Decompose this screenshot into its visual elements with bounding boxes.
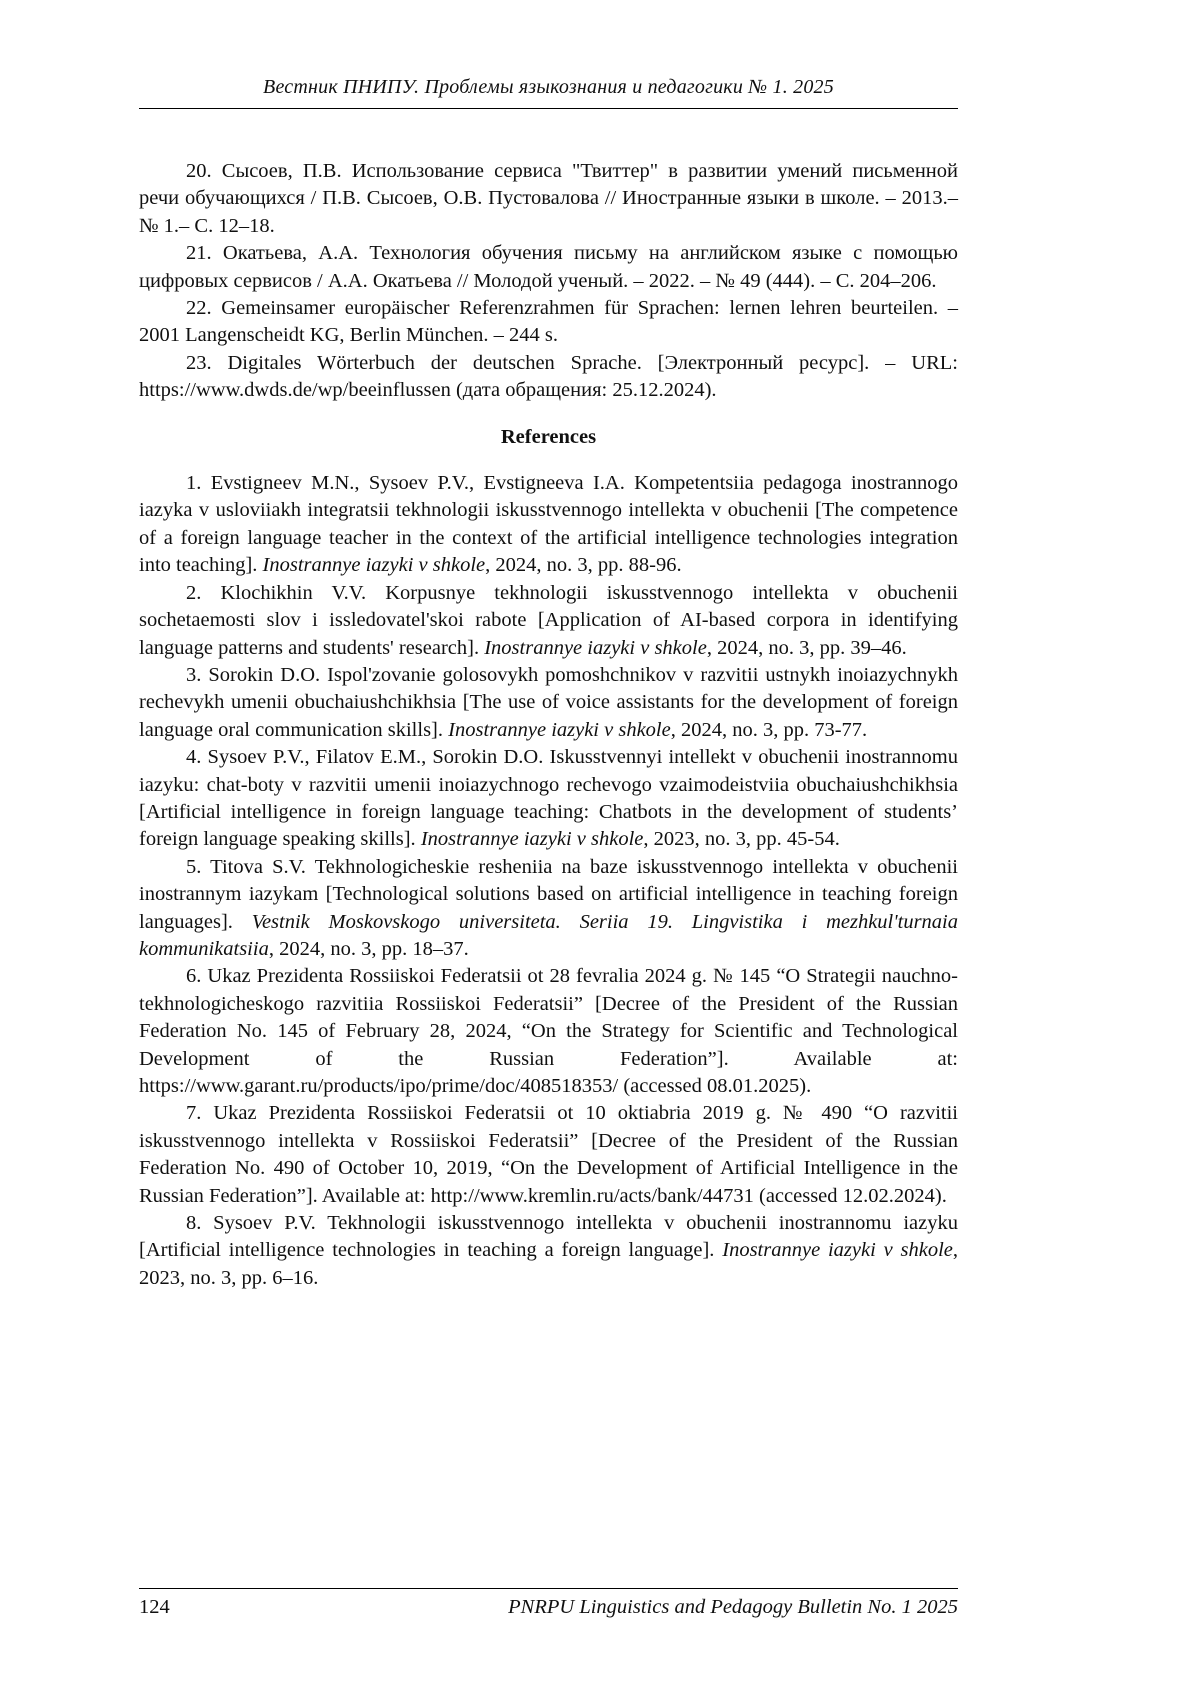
footer-rule xyxy=(139,1588,958,1589)
footer-running-title: PNRPU Linguistics and Pedagogy Bulletin No. 1 2025 xyxy=(508,1596,958,1618)
bibliography-item: 22. Gemeinsamer europäischer Referenzrahmen für Sprachen: lernen lehren beurteilen. – 2001 Langenscheidt KG, Berlin München. – 244 s. xyxy=(139,297,958,347)
reference-text: 7. Ukaz Prezidenta Rossiiskoi Federatsii ot 10 oktiabria 2019 g. № 490 “O razvitii iskusstvennogo intellekta v Rossiiskoi Federatsii” [Decree of the President of the Russian Federation No. 490 of October 10, 2019, “On the Development of Artificial Intelligence in the Russian Federation”]. Available at: http://www.kremlin.ru/acts/bank/44731 (accessed 12.02.2024). xyxy=(139,1102,958,1207)
reference-journal: Inostrannye iazyki v shkole xyxy=(722,1239,953,1262)
reference-journal: Inostrannye iazyki v shkole xyxy=(262,554,486,577)
reference-text: 8. Sysoev P.V. Tekhnologii iskusstvennogo intellekta v obuchenii inostrannomu iazyku [Artificial intelligence technologies in teaching a foreign language]. xyxy=(139,1212,958,1262)
reference-pages: , 2024, no. 3, pp. 18–37. xyxy=(268,937,469,960)
reference-text: 4. Sysoev P.V., Filatov E.M., Sorokin D.O. Iskusstvennyi intellekt v obuchenii inostrannomu iazyku: chat-boty v razvitii umenii inoiazychnogo rechevogo vzaimodeistviia obuchaiushchikhsia [Artificial intelligence in foreign language teaching: Chatbots in the development of students’ foreign language speaking skills]. xyxy=(139,746,958,851)
reference-pages: , 2023, no. 3, pp. 6–16. xyxy=(139,1239,958,1289)
reference-pages: , 2023, no. 3, pp. 45-54. xyxy=(643,828,840,851)
reference-text: 1. Evstigneev M.N., Sysoev P.V., Evstigneeva I.A. Kompetentsiia pedagoga inostrannogo iazyka v usloviiakh integratsii tekhnologii iskusstvennogo intellekta v obuchenii [The competence of a foreign language teacher in the context of the artificial intelligence technologies integration into teaching]. xyxy=(139,472,958,577)
content-column xyxy=(139,0,958,1292)
reference-item xyxy=(139,1210,958,1292)
reference-text: 3. Sorokin D.O. Ispol'zovanie golosovykh pomoshchnikov v razvitii ustnykh inoiazychnykh rechevykh umenii obuchaiushchikhsia [The use of voice assistants for the development of foreign language oral communication skills]. xyxy=(139,663,958,741)
page-body xyxy=(139,158,958,1292)
reference-item xyxy=(139,470,958,580)
header-running-title: Вестник ПНИПУ. Проблемы языкознания и педагогики № 1. 2025 xyxy=(263,76,834,98)
reference-journal: Inostrannye iazyki v shkole xyxy=(420,828,644,851)
reference-journal: Inostrannye iazyki v shkole xyxy=(484,636,707,659)
reference-text: 5. Titova S.V. Tekhnologicheskie resheniia na baze iskusstvennogo intellekta v obuchenii inostrannym iazykam [Technological solutions based on artificial intelligence in teaching foreign languages]. xyxy=(139,855,958,933)
reference-item xyxy=(139,854,958,964)
reference-item xyxy=(139,744,958,854)
references-heading: References xyxy=(500,425,597,448)
reference-pages: , 2024, no. 3, pp. 88-96. xyxy=(485,554,682,577)
reference-pages: , 2024, no. 3, pp. 73-77. xyxy=(670,718,868,741)
bibliography-item: 21. Окатьева, А.А. Технология обучения письму на английском языке с помощью цифровых сервисов / А.А. Окатьева // Молодой ученый. – 2022. – № 49 (444). – С. 204–206. xyxy=(139,242,958,292)
reference-item xyxy=(139,963,958,1100)
header-rule xyxy=(139,108,958,109)
reference-journal: Vestnik Moskovskogo universiteta. Seriia 19. Lingvistika i mezhkul'turnaia kommunikatsiia xyxy=(139,910,958,960)
page-number: 124 xyxy=(139,1596,170,1618)
reference-text: 2. Klochikhin V.V. Korpusnye tekhnologii iskusstvennogo intellekta v obuchenii sochetaemosti slov i issledovatel'skoi rabote [Application of AI-based corpora in identifying language patterns and students' research]. xyxy=(139,581,958,659)
page-footer xyxy=(139,1588,958,1619)
reference-journal: Inostrannye iazyki v shkole xyxy=(448,718,671,741)
reference-pages: , 2024, no. 3, pp. 39–46. xyxy=(706,636,907,659)
reference-item xyxy=(139,662,958,744)
reference-item xyxy=(139,1100,958,1210)
reference-text: 6. Ukaz Prezidenta Rossiiskoi Federatsii ot 28 fevralia 2024 g. № 145 “O Strategii nauchno-tekhnologicheskogo razvitiia Rossiiskoi Federatsii” [Decree of the President of the Russian Federation No. 145 of February 28, 2024, “On the Strategy for Scientific and Technological Development of the Russian Federation”]. Available at: https://www.garant.ru/products/ipo/prime/doc/408518353/ (accessed 08.01.2025). xyxy=(139,965,958,1097)
footer-row xyxy=(139,1596,958,1619)
bibliography-item: 20. Сысоев, П.В. Использование сервиса "Твиттер" в развитии умений письменной речи обучающихся / П.В. Сысоев, О.В. Пустовалова // Иностранные языки в школе. – 2013.– № 1.– С. 12–18. xyxy=(139,160,958,237)
reference-item xyxy=(139,580,958,662)
bibliography-item: 23. Digitales Wörterbuch der deutschen Sprache. [Электронный ресурс]. – URL: https://www.dwds.de/wp/beeinflussen (дата обращения: 25.12.2024). xyxy=(139,351,958,402)
page-header xyxy=(139,76,958,109)
